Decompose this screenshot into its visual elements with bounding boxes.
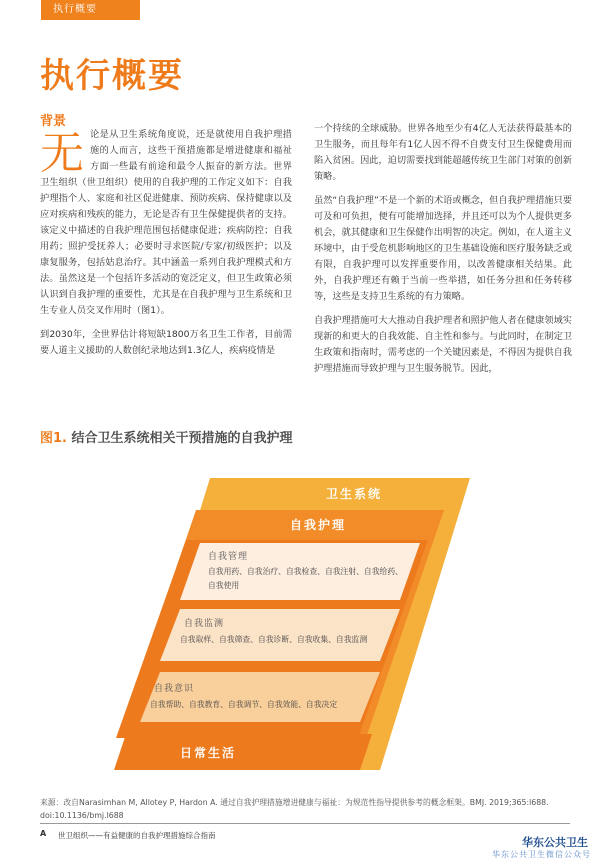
daily-life-label: 日常生活 xyxy=(180,746,237,760)
box3-title: 自我意识 xyxy=(154,684,195,694)
drop-cap: 无 xyxy=(40,128,84,179)
health-system-label: 卫生系统 xyxy=(326,487,383,501)
box-self-awareness xyxy=(140,672,380,722)
box1-title: 自我管理 xyxy=(208,552,249,562)
box1-body-line1: 自我用药、自我治疗、自我检查、自我注射、自我给药、 xyxy=(208,567,403,576)
paragraph-self-care-concept: 虽然“自我护理”不是一个新的术语或概念，但自我护理措施只要可及和可负担，便有可能增加选择，并且还可以为个人提供更多机会，就其健康和卫生保健作出明智的决定。例如，在人道主义环境中，由于受危机影响地区的卫生基础设施和医疗服务缺乏或有限，自我护理可以发挥重要作用，以改善健康相关结果。此外，自我护理还有赖于当前一些举措，如任务分担和任务转移等，这些是支持卫生系统的有力策略。 xyxy=(314,195,572,302)
box2-title: 自我监测 xyxy=(184,619,225,629)
paragraph-intro-text: 论是从卫生系统角度说，还是就使用自我护理措施的人而言，这些干预措施都是增进健康和福祉方面一些最有前途和最令人振奋的新方法。世界卫生组织（世卫组织）使用的自我护理的工作定义如下：自我护理指个人、家庭和社区促进健康、预防疾病、保持健康以及应对疾病和残疾的能力，无论是否有卫生保健提供者的支持。该定义中描述的自我护理范围包括健康促进；疾病防控；自我用药；照护受抚养人；必要时寻求医院/专家/初级医护；以及康复服务，包括姑息治疗。其中涵盖一系列自我护理模式和方法。虽然这是一个包括许多活动的宽泛定义，但卫生政策必须认识到自我护理的重要性，尤其是在自我护理与卫生系统和卫生专业人员交叉作用时（图1）。 xyxy=(40,129,292,316)
footer-divider xyxy=(40,823,570,824)
box3-body: 自我帮助、自我教育、自我调节、自我效能、自我决定 xyxy=(150,700,338,709)
section-heading-background: 背景 xyxy=(40,114,67,129)
watermark-title: 华东公共卫生 xyxy=(522,836,588,849)
footer-title: 世卫组织——有益健康的自我护理措施综合指南 xyxy=(58,831,216,840)
figure-title-text: 结合卫生系统相关干预措施的自我护理 xyxy=(71,431,293,446)
page-title: 执行概要 xyxy=(40,56,184,96)
source-doi: doi:10.1136/bmj.l688 xyxy=(40,811,124,820)
page-number: A xyxy=(40,829,47,838)
watermark-subtitle: 华东公共卫生微信公众号 xyxy=(492,850,591,859)
figure-source xyxy=(40,796,560,822)
figure-number: 图1. xyxy=(40,431,67,446)
daily-life-layer xyxy=(114,734,372,770)
paragraph-global-threat: 一个持续的全球威胁。世界各地至少有4亿人无法获得最基本的卫生服务，而且每年有1亿人因不得不自费支付卫生保健费用而陷入贫困。因此，迫切需要找到能超越传统卫生部门对策的创新策略。 xyxy=(314,123,572,182)
box2-body: 自我取样、自我筛查、自我诊断、自我收集、自我监测 xyxy=(180,635,368,644)
paragraph-self-efficacy: 自我护理措施可大大推动自我护理者和照护他人者在健康领域实现新的和更大的自我效能、自主性和参与。与此同时，在制定卫生政策和指南时，需考虑的一个关键因素是，不得因为提供自我护理措施而导致护理与卫生服务脱节。因此， xyxy=(314,315,572,374)
self-care-label: 自我护理 xyxy=(290,518,347,532)
header-tab: 执行概要 xyxy=(41,0,140,20)
source-citation: 来源：改自Narasimhan M, Allotey P, Hardon A. 通过自我护理措施增进健康与福祉：为规范性指导提供参考的概念框架。BMJ. 2019;365:l688. xyxy=(40,798,549,807)
paragraph-2030: 到2030年，全世界估计将短缺1800万名卫生工作者，目前需要人道主义援助的人数创纪录地达到1.3亿人，疾病疫情是 xyxy=(40,329,292,356)
box1-body-line2: 自我使用 xyxy=(208,581,240,590)
